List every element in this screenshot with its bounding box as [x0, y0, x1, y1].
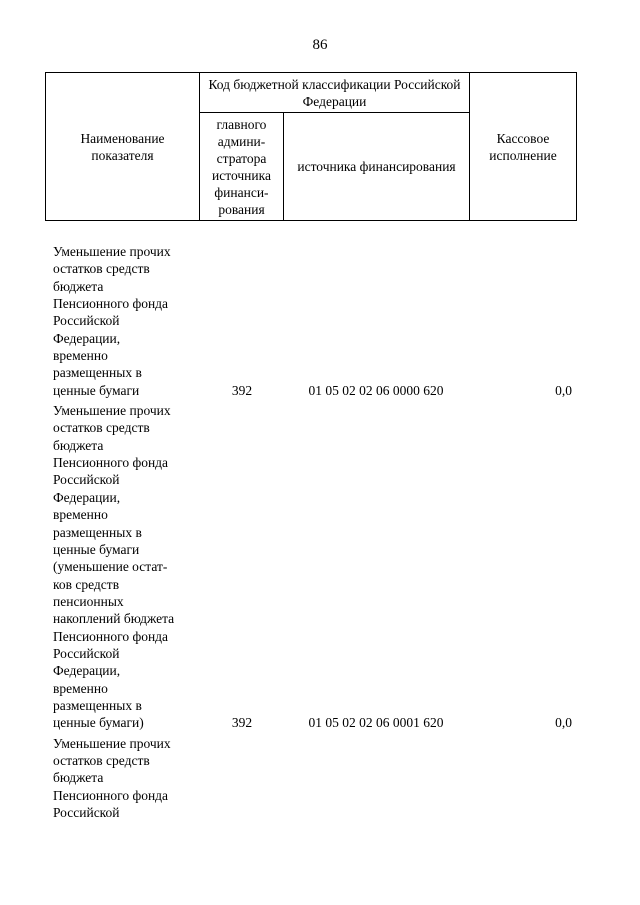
- table-header: [45, 72, 577, 221]
- table-row: [45, 402, 576, 732]
- table-row: [45, 243, 576, 399]
- table-row: [45, 735, 576, 822]
- table-body: [45, 243, 576, 824]
- column-header-amount: Кассовое исполнение: [470, 73, 577, 221]
- row-admin-code: 392: [231, 382, 253, 398]
- row-source-code: 01 05 02 02 06 0001 620: [308, 715, 444, 731]
- column-header-admin: главного админи-стратора источника финанси-рования: [200, 113, 284, 221]
- row-amount: 0,0: [555, 382, 572, 398]
- row-source-code: 01 05 02 02 06 0000 620: [308, 382, 444, 398]
- row-admin-code: 392: [231, 715, 253, 731]
- row-name: Уменьшение прочих остатков средств бюджета Пенсионного фонда Российской Федерации, временно размещенных в ценные бумаги: [53, 244, 171, 398]
- column-header-code-group: Код бюджетной классификации Российской Федерации: [200, 73, 470, 113]
- page-number: 86: [312, 37, 328, 53]
- row-name: Уменьшение прочих остатков средств бюджета Пенсионного фонда Российской Федерации, временно размещенных в ценные бумаги (уменьшение остат- ков средств пенсионных накоплений бюджета Пенсионного фонда Российской Федерации, временно размещенных в ценные бумаги): [53, 403, 175, 731]
- column-header-source: источника финансирования: [284, 113, 470, 221]
- column-header-name: Наименование показателя: [46, 73, 200, 221]
- row-amount: 0,0: [555, 715, 572, 731]
- row-name: Уменьшение прочих остатков средств бюджета Пенсионного фонда Российской: [53, 735, 171, 820]
